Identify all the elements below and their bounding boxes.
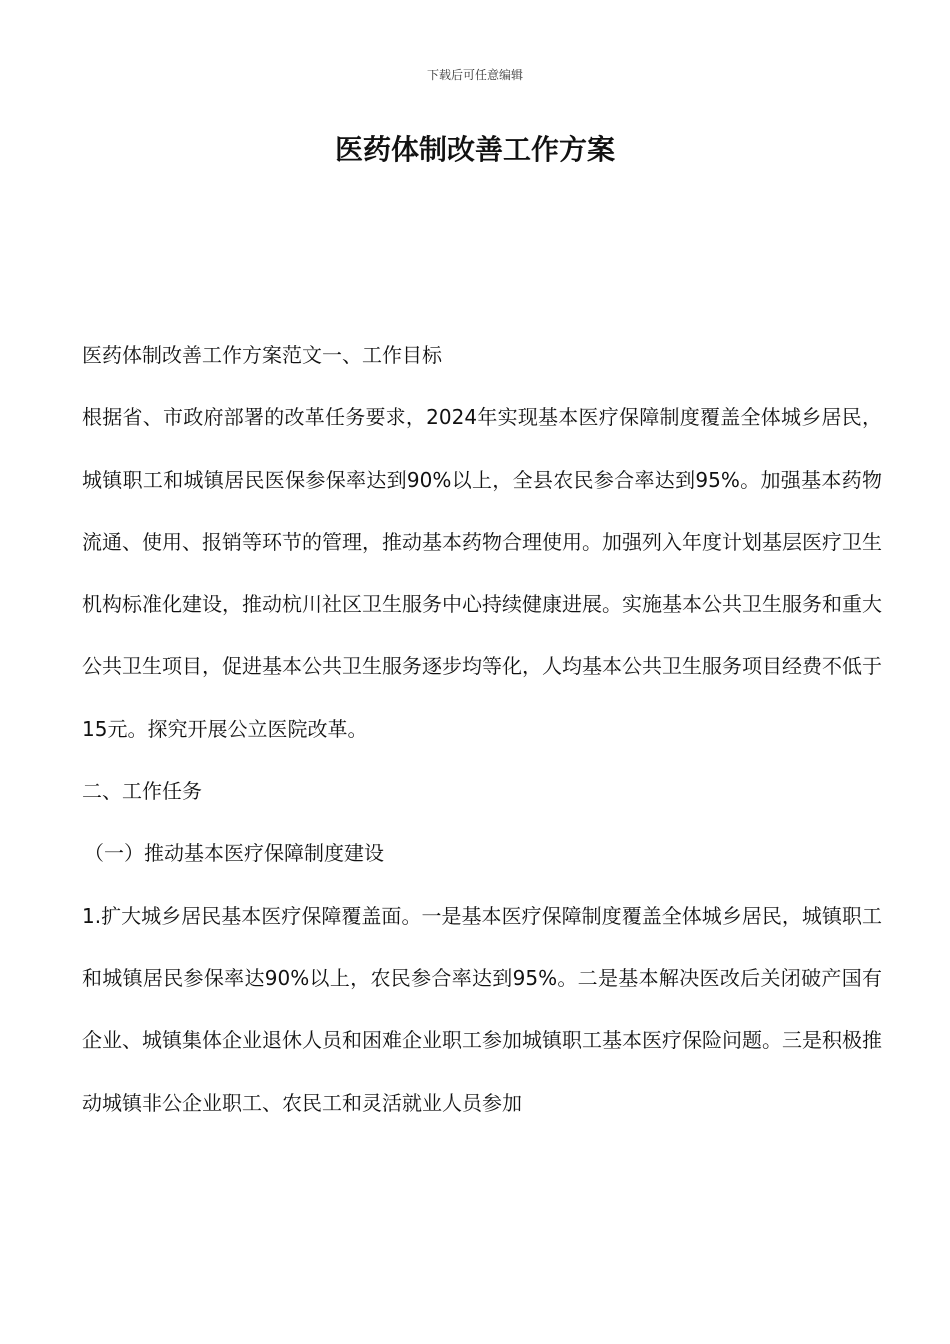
subsection-heading: （一）推动基本医疗保障制度建设 xyxy=(84,841,384,866)
page-title: 医药体制改善工作方案 xyxy=(334,133,615,166)
header-note: 下载后可任意编辑 xyxy=(426,68,523,82)
section-heading: 医药体制改善工作方案范文一、工作目标 xyxy=(82,343,442,367)
document-body xyxy=(82,324,882,1134)
paragraph: 1.扩大城乡居民基本医疗保障覆盖面。一是基本医疗保障制度覆盖全体城乡居民，城镇职工和城镇居民参保率达90%以上，农民参合率达到95%。二是基本解决医改后关闭破产国有企业、城镇集体企业退休人员和困难企业职工参加城镇职工基本医疗保险问题。三是积极推动城镇非公企业职工、农民工和灵活就业人员参加 xyxy=(82,903,882,1115)
section-heading: 二、工作任务 xyxy=(82,779,202,804)
paragraph: 根据省、市政府部署的改革任务要求，2024年实现基本医疗保障制度覆盖全体城乡居民，城镇职工和城镇居民医保参保率达到90%以上，全县农民参合率达到95%。加强基本药物流通、使用、报销等环节的管理，推动基本药物合理使用。加强列入年度计划基层医疗卫生机构标准化建设，推动杭川社区卫生服务中心持续健康进展。实施基本公共卫生服务和重大公共卫生项目，促进基本公共卫生服务逐步均等化，人均基本公共卫生服务项目经费不低于15元。探究开展公立医院改革。 xyxy=(82,405,882,741)
